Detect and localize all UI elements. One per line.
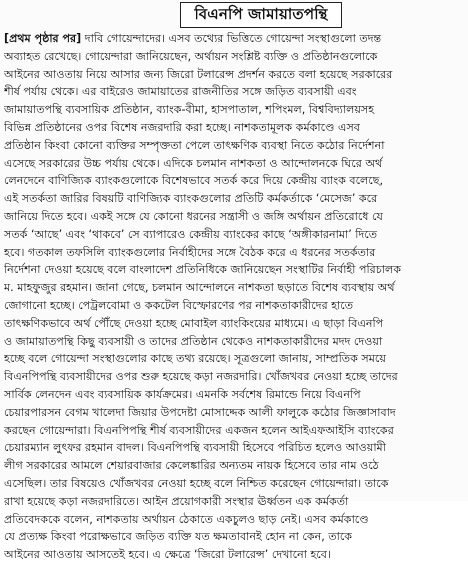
article-line: অব্যাহত রেখেছে। গোয়েন্দারা জানিয়েছেন, অর্থায়ন সংশ্লিষ্ট ব্যক্তি ও প্রতিষ্ঠানগুলোকে [4, 49, 378, 63]
headline-box [180, 2, 342, 28]
article-line: হবে। গতকাল তফসিলি ব্যাংকগুলোর নির্বাহীদের সঙ্গে বৈঠক করে এ ধরনের সতর্কতার [4, 245, 376, 259]
article-line: তাৎক্ষণিকভাবে অর্থ পৌঁছে দেওয়া হচ্ছে মোবাইল ব্যাংকিংয়ের মাধ্যমে। এ ছাড়া বিএনপি [4, 316, 384, 330]
article-line: জানিয়ে দিতে হবে। একই সঙ্গে যে কোনো ধরনের সন্ত্রাসী ও জঙ্গি অর্থায়ন প্রতিরোধে যে [4, 209, 383, 223]
article-line: করছেন গোয়েন্দারা। বিএনপিপন্থি শীর্ষ ব্যবসায়ীদের একজন হলেন আইএফআইসি ব্যাংকের [4, 423, 394, 437]
article-line: এই সতর্কতা জারির বিষয়টি বাণিজ্যিক ব্যাংকগুলোর প্রতিটি কর্মকর্তাকে ‘মেসেজ’ করে [4, 192, 378, 206]
first-line-text: দাবি গোয়েন্দাদের। এসব তথ্যের ভিত্তিতে গোয়েন্দা সংস্থাগুলো তদন্ত [84, 32, 382, 45]
article-line: লীগ সরকারের আমলে শেয়ারবাজার কেলেঙ্কারির অন্যতম নায়ক হিসেবে তার নাম ওঠে [4, 459, 379, 473]
bracket-open: [ [4, 32, 10, 45]
article-line: ও জামায়াতপন্থি কিছু ব্যবসায়ী ও তাদের প্রতিষ্ঠান থেকেও নাশকতাকারীদের মদদ দেওয়া [4, 334, 383, 348]
article-line: চেয়ারপারসন বেগম খালেদা জিয়ার উপদেষ্টা মোসাদ্দেক আলী ফালুকে কঠোর জিজ্ঞাসাবাদ [4, 405, 396, 419]
article-line: নির্দেশনা দেওয়া হয়েছে বলে বাংলাদেশ প্রতিনিধিকে জানিয়েছেন সংস্থাটির নির্বাহী পরিচালক [4, 263, 401, 277]
article-line: এসেছে সরকারের উচ্চ পর্যায় থেকে। এদিকে চলমান নাশকতা ও আন্দোলনকে ঘিরে অর্থ [4, 156, 383, 170]
article-line: সার্বিক লেনদেন এবং ব্যবসায়িক কার্যক্রমের। এমনকি সর্বশেষ রিমান্ডে নিয়ে বিএনপি [4, 387, 361, 401]
continuation-label: প্রথম পৃষ্ঠার পর [9, 32, 77, 45]
article-line: আইনের আওতায় নিয়ে আসার জন্য জিরো টলারেন্স প্রদর্শন করতে বলা হয়েছে সরকারের [4, 67, 393, 81]
article-line: প্রতিষ্ঠান কিংবা কোনো ব্যক্তির সম্পৃক্ততা পেলে তাৎক্ষণিক ব্যবস্থা নিতে কঠোর নির্দেশনা [4, 138, 385, 152]
article-line: লেনদেনে বাণিজ্যিক ব্যাংকগুলোকে বিশেষভাবে সতর্ক করে দিয়ে কেন্দ্রীয় ব্যাংক বলেছে, [4, 174, 384, 188]
article-line: সতর্ক ‘আছে’ এবং ‘থাকবে’ সে ব্যাপারেও কেন্দ্রীয় ব্যাংকের কাছে ‘অঙ্গীকারনামা’ দিতে [4, 227, 378, 241]
article-line: জোগানো হচ্ছে। পেট্রলবোমা ও ককটেল বিস্ফোরণের পর নাশকতাকারীদের হাতে [4, 298, 354, 312]
article-line: বিএনপিপন্থি ব্যবসায়ীদের ওপর শুরু হয়েছে কড়া নজরদারি। খোঁজখবর নেওয়া হচ্ছে তাদের [4, 370, 398, 384]
headline: বিএনপি জামায়াতপন্থি [194, 4, 328, 23]
article-line: রাখা হয়েছে কড়া নজরদারিতে। আইন প্রয়োগকারী সংস্থার ঊর্ধ্বতন এক কর্মকর্তা [4, 494, 349, 508]
article-line-1 [4, 30, 466, 48]
article-line: বিভিন্ন প্রতিষ্ঠানের ওপর বিশেষ নজরদারি করা হচ্ছে। নাশকতামূলক কর্মকাণ্ডে এসব [4, 120, 360, 134]
article-line: ম. মাহফুজুর রহমান। জানা গেছে, চলমান আন্দোলনে নাশকতা ছড়াতে বিশেষ ব্যবস্থায় অর্থ [4, 281, 395, 295]
article-line: প্রতিবেদককে বলেন, নাশকতায় অর্থায়ন ঠেকাতে একচুলও ছাড় নেই। এসব কর্মকাণ্ডে [4, 512, 369, 526]
article-body [4, 30, 466, 564]
article-line: এসেছিল। তার বিষয়েও খোঁজখবর নেওয়া হচ্ছে বলে নিশ্চিত করেছেন গোয়েন্দারা। তাকে [4, 476, 389, 490]
article-line: যে প্রত্যক্ষ কিংবা পরোক্ষভাবে জড়িত ব্যক্তি যত ক্ষমতাবানই হোন না কেন, তাকে [4, 530, 353, 544]
bracket-close: ] [76, 32, 82, 45]
article-line: আইনের আওতায় আসতেই হবে। এ ক্ষেত্রে ‘জিরো টলারেন্স’ দেখানো হবে। [4, 548, 331, 562]
article-line: হচ্ছে বলে গোয়েন্দা সংস্থাগুলোর কাছে তথ্য রয়েছে। সূত্রগুলো জানায়, সাম্প্রতিক সময়ে [4, 352, 386, 366]
article-line: শীর্ষ পর্যায় থেকে। এর বাইরেও জামায়াতের রাজনীতির সঙ্গে জড়িত ব্যবসায়ী এবং [4, 85, 357, 99]
article-line: জামায়াতপন্থি ব্যবসায়িক প্রতিষ্ঠান, ব্যাংক-বীমা, হাসপাতাল, শপিংমল, বিশ্ববিদ্যালয়সহ [4, 103, 375, 117]
article-line: চেয়ারম্যান লুৎফর রহমান বাদল। বিএনপিপন্থি ব্যবসায়ী হিসেবে পরিচিত হলেও আওয়ামী [4, 441, 386, 455]
